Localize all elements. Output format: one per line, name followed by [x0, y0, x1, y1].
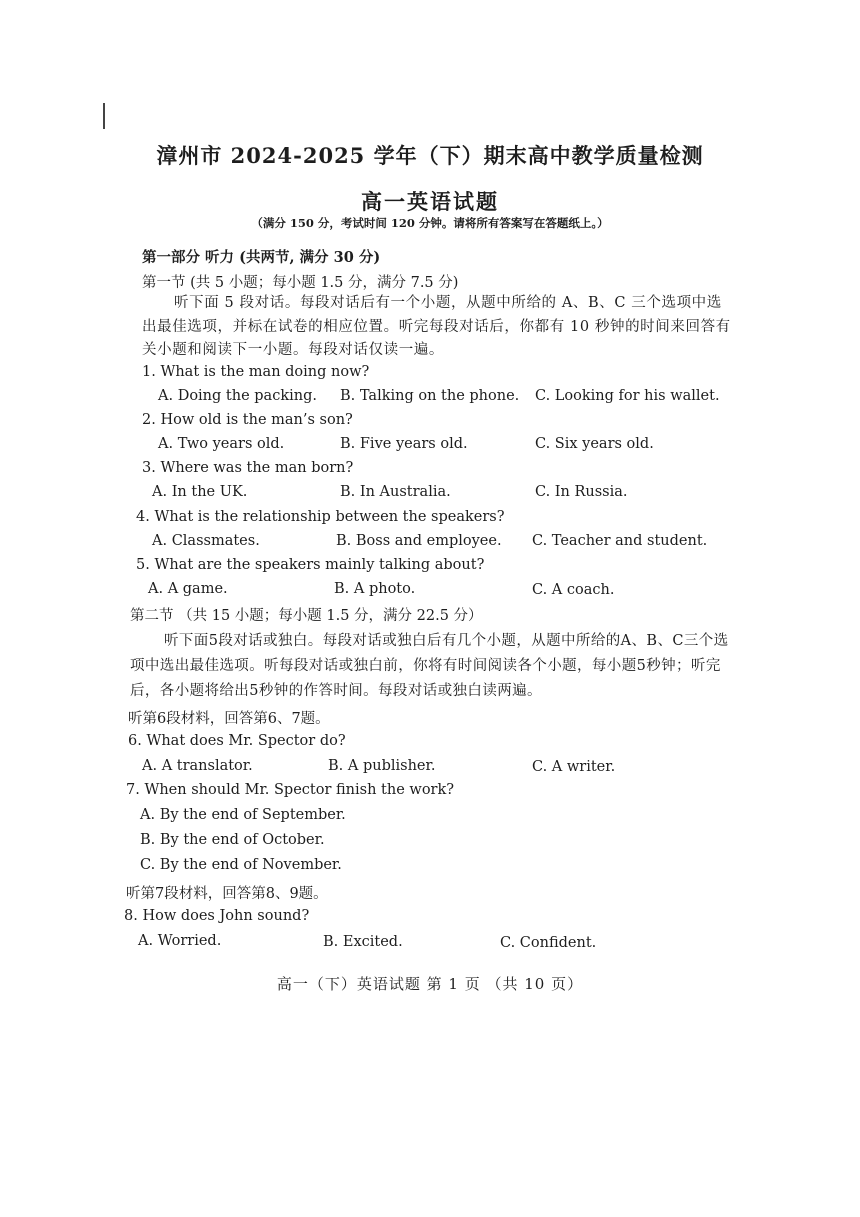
q3-option-c: C. In Russia. [535, 484, 628, 500]
q2-option-a: A. Two years old. [158, 436, 285, 452]
page-footer: 高一（下）英语试题 第 1 页 （共 10 页） [276, 975, 584, 993]
q1-option-c: C. Looking for his wallet. [535, 388, 720, 404]
question-5: 5. What are the speakers mainly talking about? [136, 557, 485, 573]
exam-instructions: （满分 150 分，考试时间 120 分钟。请将所有答案写在答题纸上。） [251, 216, 609, 230]
part1-heading: 第一部分 听力 (共两节, 满分 30 分) [142, 249, 381, 266]
section2-heading: 第二节 （共 15 小题；每小题 1.5 分，满分 22.5 分） [130, 608, 483, 624]
q5-option-a: A. A game. [148, 581, 228, 597]
q3-option-a: A. In the UK. [152, 484, 248, 500]
margin-mark [103, 103, 105, 129]
q8-option-b: B. Excited. [323, 934, 403, 950]
question-7: 7. When should Mr. Spector finish the work? [126, 782, 455, 798]
q4-option-a: A. Classmates. [152, 533, 260, 549]
q3-option-b: B. In Australia. [340, 484, 451, 500]
q6-option-a: A. A translator. [142, 758, 253, 774]
q5-option-c: C. A coach. [532, 582, 615, 598]
q2-option-c: C. Six years old. [535, 436, 654, 452]
question-3: 3. Where was the man born? [142, 460, 354, 476]
section1-directions: 听下面 5 段对话。每段对话后有一个小题，从题中所给的 A、B、C 三个选项中选出最佳选项，并标在试卷的相应位置。听完每段对话后，你都有 10 秒钟的时间来回答有关小题和阅读下一小题。每段对话仅读一遍。 [142, 295, 731, 358]
q8-option-a: A. Worried. [138, 933, 222, 949]
question-4: 4. What is the relationship between the speakers? [136, 509, 505, 525]
exam-subtitle: 高一英语试题 [361, 189, 499, 214]
q6-option-c: C. A writer. [532, 759, 616, 775]
material-7-instruction: 听第7段材料，回答第8、9题。 [126, 886, 328, 902]
material-6-instruction: 听第6段材料，回答第6、7题。 [128, 711, 330, 727]
q6-option-b: B. A publisher. [328, 758, 436, 774]
q1-option-a: A. Doing the packing. [158, 388, 317, 404]
question-6: 6. What does Mr. Spector do? [128, 733, 346, 749]
section2-directions: 听下面5段对话或独白。每段对话或独白后有几个小题，从题中所给的A、B、C三个选项中选出最佳选项。听每段对话或独白前，你将有时间阅读各个小题，每小题5秒钟；听完后，各小题将给出5秒钟的作答时间。每段对话或独白读两遍。 [130, 633, 729, 699]
q7-option-a: A. By the end of September. [140, 807, 346, 823]
q2-option-b: B. Five years old. [340, 436, 468, 452]
q1-option-b: B. Talking on the phone. [340, 388, 520, 404]
section1-heading: 第一节 (共 5 小题；每小题 1.5 分，满分 7.5 分) [142, 275, 459, 291]
q4-option-c: C. Teacher and student. [532, 533, 708, 549]
question-1: 1. What is the man doing now? [142, 364, 370, 380]
question-8: 8. How does John sound? [124, 908, 310, 924]
q8-option-c: C. Confident. [500, 935, 597, 951]
q7-option-c: C. By the end of November. [140, 857, 342, 873]
question-2: 2. How old is the man’s son? [142, 412, 353, 428]
q4-option-b: B. Boss and employee. [336, 533, 502, 549]
exam-title: 漳州市 2024-2025 学年（下）期末高中教学质量检测 [156, 143, 704, 168]
q5-option-b: B. A photo. [334, 581, 416, 597]
q7-option-b: B. By the end of October. [140, 832, 325, 848]
